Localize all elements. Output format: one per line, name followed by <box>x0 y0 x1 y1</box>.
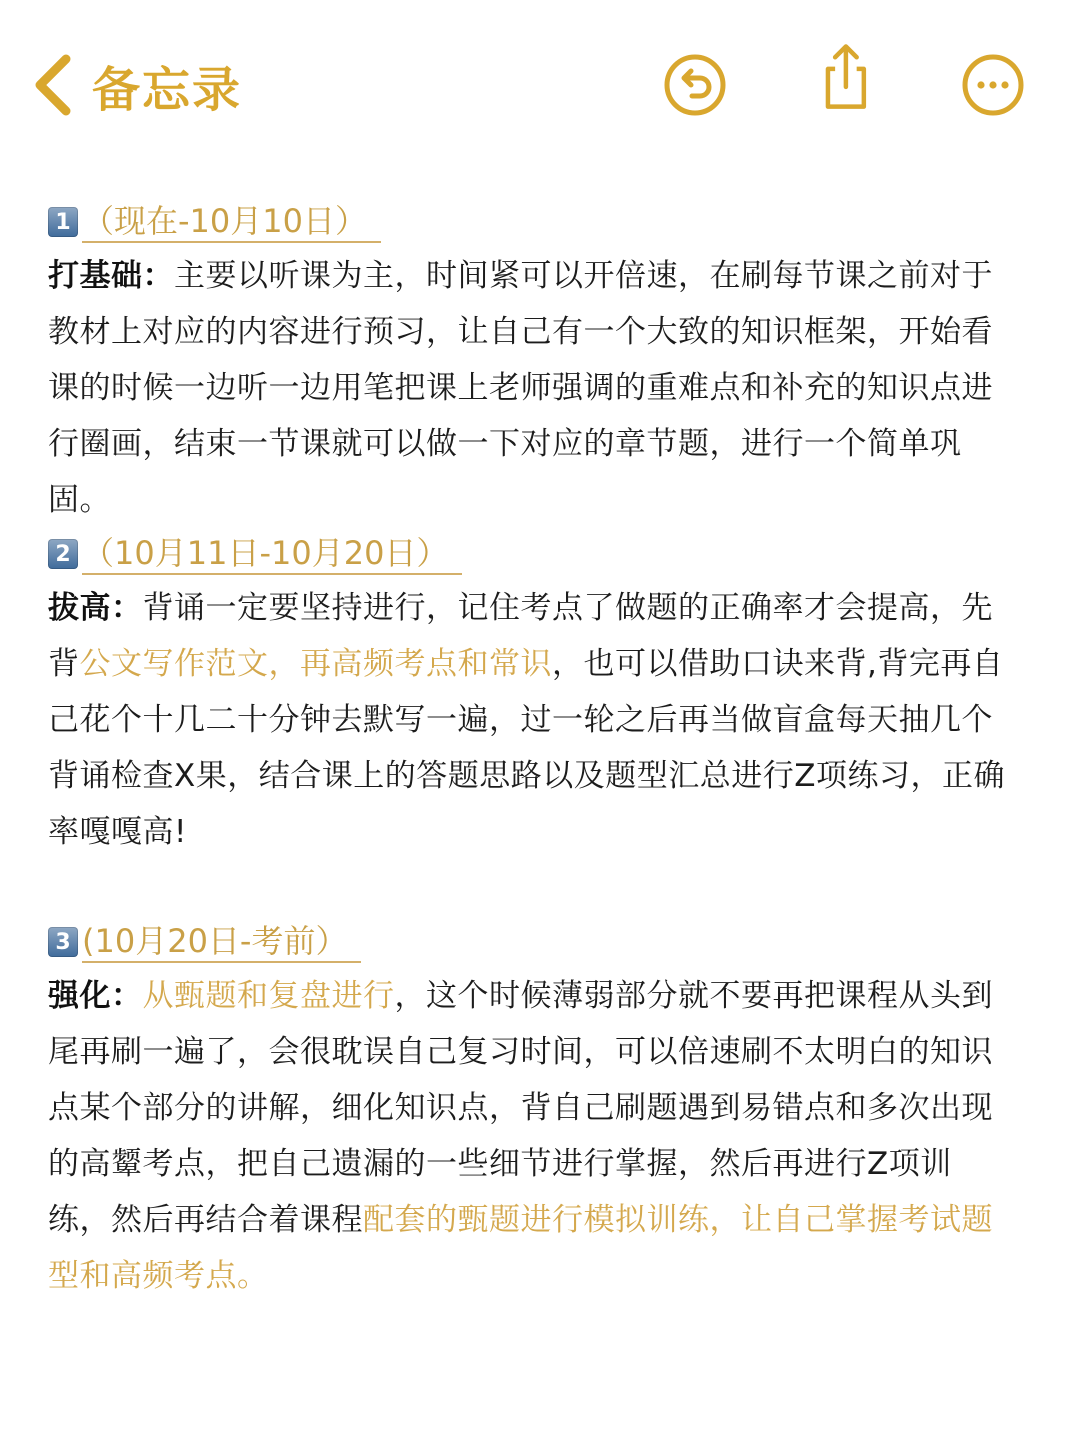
note-body[interactable] <box>48 196 1008 1304</box>
section-3-highlight-a: 从甄题和复盘进行 <box>142 978 395 1014</box>
section-2-paragraph <box>48 580 1008 860</box>
section-3-highlight-b: 配套的甄题进行模拟训练，让自己掌握考试题型和高频考点。 <box>48 1202 993 1294</box>
section-3-date-range[interactable]: (10月20日-考前） <box>82 921 361 963</box>
section-2-lead: 拔高： <box>48 590 143 626</box>
section-3-heading <box>48 916 1008 968</box>
blank-line <box>48 860 1008 916</box>
section-1-paragraph <box>48 248 1008 528</box>
section-3-text: ，这个时候薄弱部分就不要再把课程从头到尾再刷一遍了，会很耽误自己复习时间，可以倍速刷不太明白的知识点某个部分的讲解，细化知识点，背自己刷题遇到易错点和多次出现的高颦考点，把自己遗漏的一些细节进行掌握，然后再进行Z项训练，然后再结合着课程 <box>48 978 993 1238</box>
section-2-text-b: ，也可以借助口诀来背,背完再自己花个十几二十分钟去默写一遍，过一轮之后再当做盲盒每天抽几个背诵检查X果，结合课上的答题思路以及题型汇总进行Z项练习，正确率嘎嘎高! <box>48 646 1005 850</box>
keycap-number-3-icon: 3 <box>48 927 78 957</box>
more-icon[interactable] <box>958 50 1028 120</box>
section-2-text-a: 背诵一定要坚持进行，记住考点了做题的正确率才会提高，先背 <box>48 590 993 682</box>
undo-icon[interactable] <box>660 50 730 120</box>
chevron-left-icon <box>30 53 78 117</box>
section-3-lead: 强化： <box>48 978 143 1014</box>
section-2-heading <box>48 528 1008 580</box>
section-1-heading <box>48 196 1008 248</box>
keycap-number-2-icon: 2 <box>48 539 78 569</box>
section-2-highlight: 公文写作范文，再高频考点和常识 <box>79 646 552 682</box>
section-1-date-range[interactable]: （现在-10月10日） <box>82 201 381 243</box>
share-icon[interactable] <box>810 42 880 112</box>
back-label: 备忘录 <box>92 61 243 118</box>
navigation-bar <box>0 0 1080 170</box>
keycap-number-1-icon: 1 <box>48 207 78 237</box>
section-3-paragraph <box>48 968 1008 1304</box>
section-1-text: 主要以听课为主，时间紧可以开倍速，在刷每节课之前对于教材上对应的内容进行预习，让自己有一个大致的知识框架，开始看课的时候一边听一边用笔把课上老师强调的重难点和补充的知识点进行圈画，结束一节课就可以做一下对应的章节题，进行一个简单巩固。 <box>48 258 993 518</box>
section-1-lead: 打基础： <box>48 258 174 294</box>
back-button[interactable] <box>30 50 242 120</box>
section-2-date-range[interactable]: （10月11日-10月20日） <box>82 533 462 575</box>
